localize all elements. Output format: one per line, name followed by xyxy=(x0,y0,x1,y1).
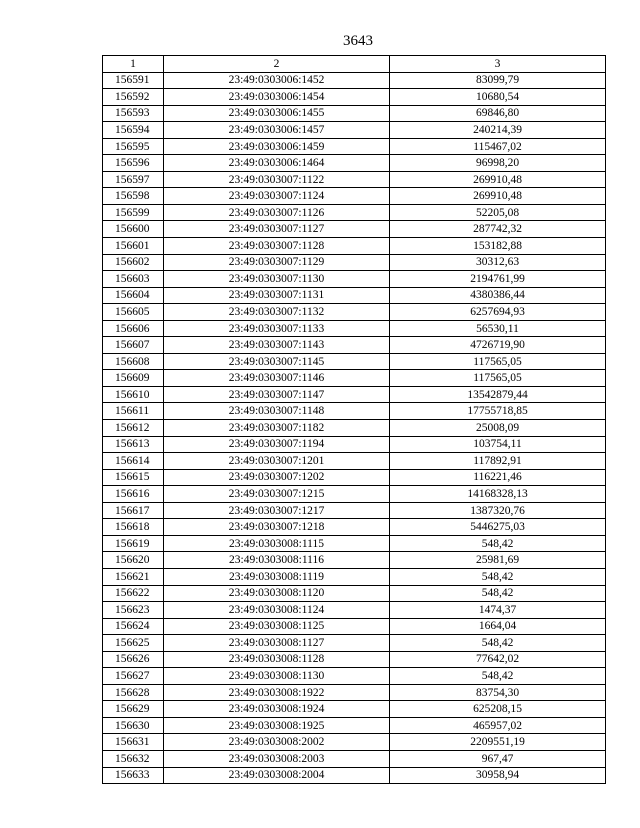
row-number-cell: 156595 xyxy=(103,138,164,155)
cadastral-number-cell: 23:49:0303008:1924 xyxy=(164,701,390,718)
table-row xyxy=(103,287,606,304)
cadastral-number-cell: 23:49:0303008:1128 xyxy=(164,651,390,668)
cadastral-number-cell: 23:49:0303006:1457 xyxy=(164,122,390,139)
cadastral-value-cell: 56530,11 xyxy=(390,320,606,337)
cadastral-value-cell: 25008,09 xyxy=(390,420,606,437)
table-row xyxy=(103,386,606,403)
table-row xyxy=(103,337,606,354)
table-row xyxy=(103,155,606,172)
cadastral-value-cell: 2209551,19 xyxy=(390,734,606,751)
cadastral-number-cell: 23:49:0303007:1129 xyxy=(164,254,390,271)
cadastral-number-cell: 23:49:0303006:1455 xyxy=(164,105,390,122)
cadastral-value-cell: 83754,30 xyxy=(390,684,606,701)
cadastral-value-cell: 96998,20 xyxy=(390,155,606,172)
row-number-cell: 156606 xyxy=(103,320,164,337)
cadastral-value-cell: 13542879,44 xyxy=(390,386,606,403)
row-number-cell: 156610 xyxy=(103,386,164,403)
row-number-cell: 156592 xyxy=(103,89,164,106)
table-header-row xyxy=(103,56,606,73)
cadastral-value-cell: 625208,15 xyxy=(390,701,606,718)
cadastral-number-cell: 23:49:0303008:1116 xyxy=(164,552,390,569)
table-row xyxy=(103,204,606,221)
cadastral-number-cell: 23:49:0303007:1127 xyxy=(164,221,390,238)
table-body xyxy=(103,72,606,784)
cadastral-number-cell: 23:49:0303008:1119 xyxy=(164,568,390,585)
cadastral-number-cell: 23:49:0303008:1125 xyxy=(164,618,390,635)
cadastral-value-cell: 4726719,90 xyxy=(390,337,606,354)
cadastral-value-cell: 69846,80 xyxy=(390,105,606,122)
table-row xyxy=(103,519,606,536)
table-row xyxy=(103,403,606,420)
table-row xyxy=(103,469,606,486)
cadastral-value-cell: 10680,54 xyxy=(390,89,606,106)
cadastral-number-cell: 23:49:0303007:1122 xyxy=(164,171,390,188)
cadastral-value-cell: 103754,11 xyxy=(390,436,606,453)
table-row xyxy=(103,89,606,106)
row-number-cell: 156626 xyxy=(103,651,164,668)
cadastral-value-cell: 83099,79 xyxy=(390,72,606,89)
cadastral-number-cell: 23:49:0303007:1194 xyxy=(164,436,390,453)
cadastral-number-cell: 23:49:0303008:2003 xyxy=(164,750,390,767)
row-number-cell: 156622 xyxy=(103,585,164,602)
cadastral-value-cell: 4380386,44 xyxy=(390,287,606,304)
cadastral-number-cell: 23:49:0303007:1201 xyxy=(164,453,390,470)
row-number-cell: 156607 xyxy=(103,337,164,354)
table-row xyxy=(103,238,606,255)
cadastral-number-cell: 23:49:0303007:1218 xyxy=(164,519,390,536)
cadastral-value-cell: 117892,91 xyxy=(390,453,606,470)
cadastral-number-cell: 23:49:0303006:1464 xyxy=(164,155,390,172)
row-number-cell: 156612 xyxy=(103,420,164,437)
cadastral-value-cell: 30312,63 xyxy=(390,254,606,271)
table-row xyxy=(103,320,606,337)
row-number-cell: 156602 xyxy=(103,254,164,271)
cadastral-number-cell: 23:49:0303008:2004 xyxy=(164,767,390,784)
table-row xyxy=(103,188,606,205)
table-row xyxy=(103,221,606,238)
row-number-cell: 156627 xyxy=(103,668,164,685)
cadastral-value-cell: 117565,05 xyxy=(390,370,606,387)
row-number-cell: 156624 xyxy=(103,618,164,635)
row-number-cell: 156600 xyxy=(103,221,164,238)
row-number-cell: 156632 xyxy=(103,750,164,767)
table-row xyxy=(103,138,606,155)
row-number-cell: 156631 xyxy=(103,734,164,751)
row-number-cell: 156633 xyxy=(103,767,164,784)
cadastral-value-cell: 115467,02 xyxy=(390,138,606,155)
cadastral-value-cell: 17755718,85 xyxy=(390,403,606,420)
row-number-cell: 156618 xyxy=(103,519,164,536)
row-number-cell: 156609 xyxy=(103,370,164,387)
row-number-cell: 156620 xyxy=(103,552,164,569)
cadastral-value-cell: 1474,37 xyxy=(390,602,606,619)
cadastral-number-cell: 23:49:0303008:1127 xyxy=(164,635,390,652)
cadastral-number-cell: 23:49:0303007:1146 xyxy=(164,370,390,387)
table-row xyxy=(103,568,606,585)
cadastral-number-cell: 23:49:0303008:1130 xyxy=(164,668,390,685)
cadastral-number-cell: 23:49:0303007:1128 xyxy=(164,238,390,255)
table-row xyxy=(103,370,606,387)
cadastral-number-cell: 23:49:0303007:1202 xyxy=(164,469,390,486)
cadastral-number-cell: 23:49:0303008:1124 xyxy=(164,602,390,619)
cadastral-value-cell: 6257694,93 xyxy=(390,304,606,321)
table-row xyxy=(103,618,606,635)
table-row xyxy=(103,734,606,751)
cadastral-number-cell: 23:49:0303008:1120 xyxy=(164,585,390,602)
table-row xyxy=(103,453,606,470)
row-number-cell: 156597 xyxy=(103,171,164,188)
cadastral-value-cell: 52205,08 xyxy=(390,204,606,221)
table-row xyxy=(103,420,606,437)
row-number-cell: 156625 xyxy=(103,635,164,652)
cadastral-number-cell: 23:49:0303007:1147 xyxy=(164,386,390,403)
row-number-cell: 156617 xyxy=(103,502,164,519)
table-row xyxy=(103,602,606,619)
table-row xyxy=(103,635,606,652)
table-row xyxy=(103,552,606,569)
table-row xyxy=(103,668,606,685)
cadastral-value-cell: 117565,05 xyxy=(390,353,606,370)
table-row xyxy=(103,535,606,552)
cadastral-number-cell: 23:49:0303006:1452 xyxy=(164,72,390,89)
column-header-3: 3 xyxy=(390,56,606,73)
row-number-cell: 156619 xyxy=(103,535,164,552)
cadastral-value-cell: 548,42 xyxy=(390,635,606,652)
cadastral-value-cell: 287742,32 xyxy=(390,221,606,238)
table-row xyxy=(103,171,606,188)
cadastral-value-cell: 465957,02 xyxy=(390,717,606,734)
table-row xyxy=(103,717,606,734)
cadastral-number-cell: 23:49:0303008:1922 xyxy=(164,684,390,701)
row-number-cell: 156594 xyxy=(103,122,164,139)
row-number-cell: 156591 xyxy=(103,72,164,89)
cadastral-value-cell: 240214,39 xyxy=(390,122,606,139)
row-number-cell: 156630 xyxy=(103,717,164,734)
table-row xyxy=(103,271,606,288)
row-number-cell: 156611 xyxy=(103,403,164,420)
row-number-cell: 156603 xyxy=(103,271,164,288)
cadastral-number-cell: 23:49:0303007:1182 xyxy=(164,420,390,437)
row-number-cell: 156605 xyxy=(103,304,164,321)
row-number-cell: 156596 xyxy=(103,155,164,172)
cadastral-number-cell: 23:49:0303007:1131 xyxy=(164,287,390,304)
row-number-cell: 156601 xyxy=(103,238,164,255)
table-row xyxy=(103,436,606,453)
table-row xyxy=(103,750,606,767)
cadastral-number-cell: 23:49:0303008:1925 xyxy=(164,717,390,734)
table-row xyxy=(103,105,606,122)
cadastral-number-cell: 23:49:0303007:1145 xyxy=(164,353,390,370)
table-row xyxy=(103,701,606,718)
cadastral-value-cell: 269910,48 xyxy=(390,171,606,188)
cadastral-value-cell: 2194761,99 xyxy=(390,271,606,288)
row-number-cell: 156593 xyxy=(103,105,164,122)
row-number-cell: 156599 xyxy=(103,204,164,221)
cadastral-value-cell: 548,42 xyxy=(390,535,606,552)
cadastral-number-cell: 23:49:0303007:1215 xyxy=(164,486,390,503)
cadastral-value-cell: 548,42 xyxy=(390,668,606,685)
cadastral-value-cell: 25981,69 xyxy=(390,552,606,569)
table-row xyxy=(103,651,606,668)
table-row xyxy=(103,684,606,701)
cadastral-number-cell: 23:49:0303007:1143 xyxy=(164,337,390,354)
table-row xyxy=(103,585,606,602)
cadastral-value-cell: 5446275,03 xyxy=(390,519,606,536)
cadastral-value-table xyxy=(102,55,606,784)
page-number: 3643 xyxy=(343,33,373,49)
cadastral-number-cell: 23:49:0303006:1459 xyxy=(164,138,390,155)
row-number-cell: 156614 xyxy=(103,453,164,470)
row-number-cell: 156615 xyxy=(103,469,164,486)
cadastral-value-cell: 14168328,13 xyxy=(390,486,606,503)
cadastral-number-cell: 23:49:0303007:1130 xyxy=(164,271,390,288)
cadastral-value-cell: 548,42 xyxy=(390,585,606,602)
cadastral-value-cell: 548,42 xyxy=(390,568,606,585)
cadastral-value-cell: 269910,48 xyxy=(390,188,606,205)
row-number-cell: 156604 xyxy=(103,287,164,304)
cadastral-value-cell: 77642,02 xyxy=(390,651,606,668)
table-row xyxy=(103,254,606,271)
cadastral-value-cell: 116221,46 xyxy=(390,469,606,486)
column-header-2: 2 xyxy=(164,56,390,73)
cadastral-value-cell: 1387320,76 xyxy=(390,502,606,519)
cadastral-value-cell: 967,47 xyxy=(390,750,606,767)
cadastral-number-cell: 23:49:0303007:1126 xyxy=(164,204,390,221)
table-row xyxy=(103,767,606,784)
row-number-cell: 156623 xyxy=(103,602,164,619)
row-number-cell: 156628 xyxy=(103,684,164,701)
cadastral-number-cell: 23:49:0303008:1115 xyxy=(164,535,390,552)
cadastral-number-cell: 23:49:0303008:2002 xyxy=(164,734,390,751)
table-row xyxy=(103,353,606,370)
row-number-cell: 156598 xyxy=(103,188,164,205)
cadastral-number-cell: 23:49:0303007:1132 xyxy=(164,304,390,321)
table-row xyxy=(103,502,606,519)
table-row xyxy=(103,72,606,89)
row-number-cell: 156629 xyxy=(103,701,164,718)
cadastral-value-cell: 30958,94 xyxy=(390,767,606,784)
table-row xyxy=(103,122,606,139)
row-number-cell: 156608 xyxy=(103,353,164,370)
cadastral-value-cell: 1664,04 xyxy=(390,618,606,635)
cadastral-number-cell: 23:49:0303007:1133 xyxy=(164,320,390,337)
table-row xyxy=(103,304,606,321)
row-number-cell: 156616 xyxy=(103,486,164,503)
table-row xyxy=(103,486,606,503)
cadastral-number-cell: 23:49:0303007:1217 xyxy=(164,502,390,519)
column-header-1: 1 xyxy=(103,56,164,73)
cadastral-number-cell: 23:49:0303007:1148 xyxy=(164,403,390,420)
row-number-cell: 156621 xyxy=(103,568,164,585)
row-number-cell: 156613 xyxy=(103,436,164,453)
cadastral-number-cell: 23:49:0303006:1454 xyxy=(164,89,390,106)
cadastral-number-cell: 23:49:0303007:1124 xyxy=(164,188,390,205)
cadastral-value-cell: 153182,88 xyxy=(390,238,606,255)
